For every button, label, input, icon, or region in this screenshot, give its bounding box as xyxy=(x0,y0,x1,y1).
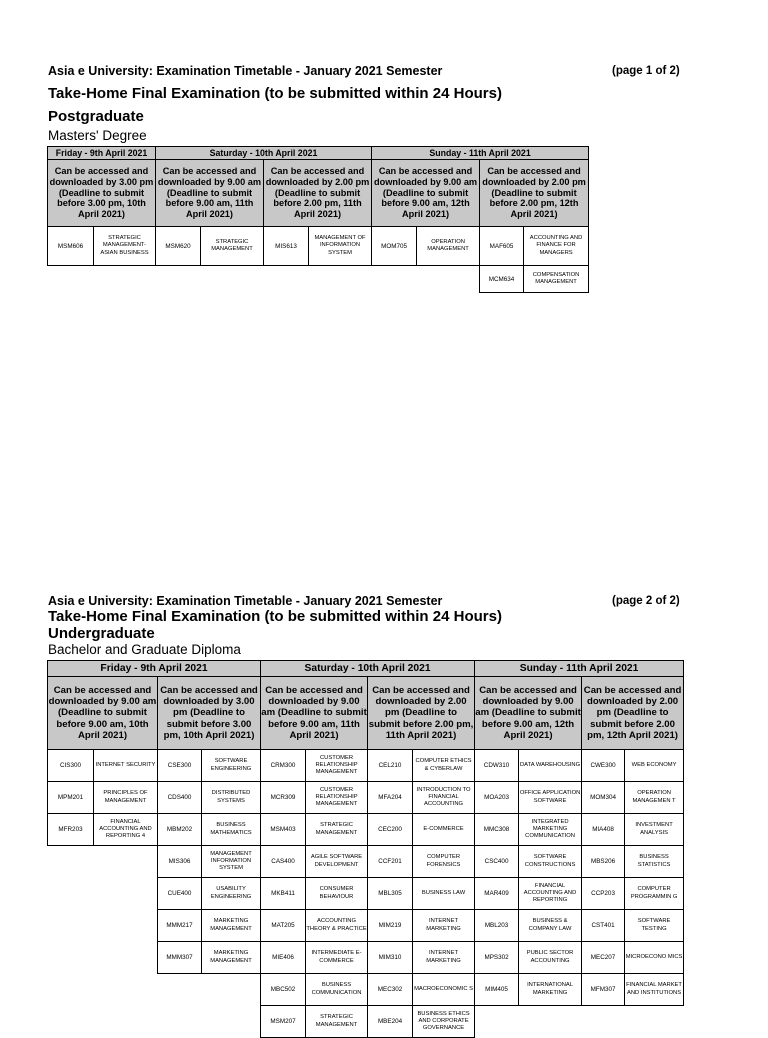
empty-cell xyxy=(48,878,158,910)
course-code: MIS613 xyxy=(264,227,309,266)
course-code: CDS400 xyxy=(158,782,202,814)
empty-cell xyxy=(582,1006,684,1038)
course-name: MICROECONO MICS xyxy=(625,942,684,974)
course-code: MEC302 xyxy=(368,974,413,1006)
course-code: CWE300 xyxy=(582,750,625,782)
table-row xyxy=(48,750,684,782)
slot-header: Can be accessed and downloaded by 3.00 pm (Deadline to submit before 3.00 pm, 10th April 2021) xyxy=(158,677,261,750)
day-header: Friday - 9th April 2021 xyxy=(48,661,261,677)
course-name: DISTRIBUTED SYSTEMS xyxy=(202,782,261,814)
course-code: MKB411 xyxy=(261,878,306,910)
empty-cell xyxy=(48,974,158,1006)
course-name: COMPENSATION MANAGEMENT xyxy=(524,266,589,293)
course-code: MEC207 xyxy=(582,942,625,974)
course-code: MIS306 xyxy=(158,846,202,878)
table-row xyxy=(48,782,684,814)
course-name: BUSINESS COMMUNICATION xyxy=(306,974,368,1006)
exam-title-p2: Take-Home Final Examination (to be submitted within 24 Hours) xyxy=(48,608,502,625)
day-header: Friday - 9th April 2021 xyxy=(48,147,156,160)
slot-header: Can be accessed and downloaded by 9.00 am (Deadline to submit before 9.00 am, 10th April 2021) xyxy=(48,677,158,750)
course-code: MFM307 xyxy=(582,974,625,1006)
day-header: Saturday - 10th April 2021 xyxy=(261,661,475,677)
course-name: MANAGEMENT OF INFORMATION SYSTEM xyxy=(309,227,372,266)
course-code: CAS400 xyxy=(261,846,306,878)
course-code: MIA408 xyxy=(582,814,625,846)
empty-cell xyxy=(48,266,156,293)
table-row xyxy=(48,846,684,878)
university-title-p2: Asia e University: Examination Timetable - January 2021 Semester xyxy=(48,594,443,608)
course-name: INTERNET MARKETING xyxy=(413,910,475,942)
course-code: MBL203 xyxy=(475,910,519,942)
course-name: INTERMEDIATE E-COMMERCE xyxy=(306,942,368,974)
course-code: MMC308 xyxy=(475,814,519,846)
empty-cell xyxy=(158,974,261,1006)
empty-cell xyxy=(372,266,480,293)
slot-header: Can be accessed and downloaded by 2.00 pm (Deadline to submit before 2.00 pm, 12th April 2021) xyxy=(480,160,589,227)
table-row xyxy=(48,878,684,910)
empty-cell xyxy=(48,910,158,942)
course-name: STRATEGIC MANAGEMENT xyxy=(201,227,264,266)
course-code: CEL210 xyxy=(368,750,413,782)
slot-header: Can be accessed and downloaded by 2.00 pm (Deadline to submit before 2.00 pm, 11th April 2021) xyxy=(368,677,475,750)
table-row xyxy=(48,974,684,1006)
table-row xyxy=(48,814,684,846)
page-label-p1: (page 1 of 2) xyxy=(612,65,680,77)
course-code: MOM304 xyxy=(582,782,625,814)
table-row xyxy=(48,942,684,974)
programme-heading-p2: Bachelor and Graduate Diploma xyxy=(48,642,241,657)
course-name: INTERNATIONAL MARKETING xyxy=(519,974,582,1006)
course-name: FINANCIAL MARKET AND INSTITUTIONS xyxy=(625,974,684,1006)
empty-cell xyxy=(48,1006,158,1038)
course-code: MOM705 xyxy=(372,227,417,266)
slot-header: Can be accessed and downloaded by 2.00 pm (Deadline to submit before 2.00 pm, 12th April 2021) xyxy=(582,677,684,750)
course-code: MAR409 xyxy=(475,878,519,910)
course-name: E-COMMERCE xyxy=(413,814,475,846)
course-code: MBL305 xyxy=(368,878,413,910)
course-name: MACROECONOMIC S xyxy=(413,974,475,1006)
course-code: CUE400 xyxy=(158,878,202,910)
course-code: MSM606 xyxy=(48,227,94,266)
course-code: MSM403 xyxy=(261,814,306,846)
university-title-p1: Asia e University: Examination Timetable - January 2021 Semester xyxy=(48,64,443,78)
course-name: STRATEGIC MANAGEMENT xyxy=(306,814,368,846)
course-name: BUSINESS & COMPANY LAW xyxy=(519,910,582,942)
course-code: MIE406 xyxy=(261,942,306,974)
day-header: Sunday - 11th April 2021 xyxy=(372,147,589,160)
course-name: USABILITY ENGINEERING xyxy=(202,878,261,910)
empty-cell xyxy=(156,266,264,293)
slot-header: Can be accessed and downloaded by 9.00 am (Deadline to submit before 9.00 am, 12th April 2021) xyxy=(372,160,480,227)
course-code: CIS300 xyxy=(48,750,94,782)
course-code: MAT205 xyxy=(261,910,306,942)
day-header: Saturday - 10th April 2021 xyxy=(156,147,372,160)
course-code: MCR309 xyxy=(261,782,306,814)
course-name: DATA WAREHOUSING xyxy=(519,750,582,782)
timetable-undergraduate xyxy=(47,660,684,1038)
empty-cell xyxy=(158,1006,261,1038)
course-code: MBM202 xyxy=(158,814,202,846)
course-name: COMPUTER FORENSICS xyxy=(413,846,475,878)
course-name: BUSINESS MATHEMATICS xyxy=(202,814,261,846)
slot-header: Can be accessed and downloaded by 3.00 pm (Deadline to submit before 3.00 pm, 10th April 2021) xyxy=(48,160,156,227)
course-name: COMPUTER ETHICS & CYBERLAW xyxy=(413,750,475,782)
course-code: CEC200 xyxy=(368,814,413,846)
table-row xyxy=(48,227,589,266)
course-code: MPS302 xyxy=(475,942,519,974)
course-name: OFFICE APPLICATION SOFTWARE xyxy=(519,782,582,814)
table-row xyxy=(48,266,589,293)
course-name: CUSTOMER RELATIONSHIP MANAGEMENT xyxy=(306,782,368,814)
course-code: CSC400 xyxy=(475,846,519,878)
timetable-postgraduate xyxy=(47,146,589,293)
empty-cell xyxy=(475,1006,582,1038)
course-code: MIM219 xyxy=(368,910,413,942)
course-name: CUSTOMER RELATIONSHIP MANAGEMENT xyxy=(306,750,368,782)
course-code: MAF605 xyxy=(480,227,524,266)
course-code: MIM310 xyxy=(368,942,413,974)
course-name: SOFTWARE TESTING xyxy=(625,910,684,942)
course-name: INTEGRATED MARKETING COMMUNICATION xyxy=(519,814,582,846)
empty-cell xyxy=(264,266,372,293)
course-name: MARKETING MANAGEMENT xyxy=(202,910,261,942)
course-name: ACCOUNTING AND FINANCE FOR MANAGERS xyxy=(524,227,589,266)
course-name: COMPUTER PROGRAMMIN G xyxy=(625,878,684,910)
course-code: CRM300 xyxy=(261,750,306,782)
course-name: BUSINESS ETHICS AND CORPORATE GOVERNANCE xyxy=(413,1006,475,1038)
empty-cell xyxy=(48,942,158,974)
course-name: BUSINESS LAW xyxy=(413,878,475,910)
empty-cell xyxy=(48,846,158,878)
slot-header: Can be accessed and downloaded by 9.00 am (Deadline to submit before 9.00 am, 11th April 2021) xyxy=(156,160,264,227)
course-name: INTRODUCTION TO FINANCIAL ACCOUNTING xyxy=(413,782,475,814)
course-code: MSM207 xyxy=(261,1006,306,1038)
course-code: CDW310 xyxy=(475,750,519,782)
course-code: MBE204 xyxy=(368,1006,413,1038)
level-heading-p2: Undergraduate xyxy=(48,625,155,642)
course-name: INTERNET MARKETING xyxy=(413,942,475,974)
table-row xyxy=(48,1006,684,1038)
course-code: MMM217 xyxy=(158,910,202,942)
course-name: BUSINESS STATISTICS xyxy=(625,846,684,878)
page-label-p2: (page 2 of 2) xyxy=(612,595,680,607)
course-name: SOFTWARE CONSTRUCTIONS xyxy=(519,846,582,878)
level-heading-p1: Postgraduate xyxy=(48,108,144,125)
course-code: MCM634 xyxy=(480,266,524,293)
course-code: MIM405 xyxy=(475,974,519,1006)
course-code: CCF201 xyxy=(368,846,413,878)
course-code: MBC502 xyxy=(261,974,306,1006)
course-name: SOFTWARE ENGINEERING xyxy=(202,750,261,782)
course-code: CSE300 xyxy=(158,750,202,782)
slot-header: Can be accessed and downloaded by 2.00 pm (Deadline to submit before 2.00 pm, 11th April 2021) xyxy=(264,160,372,227)
exam-title-p1: Take-Home Final Examination (to be submitted within 24 Hours) xyxy=(48,85,502,102)
table-row xyxy=(48,910,684,942)
slot-header: Can be accessed and downloaded by 9.00 am (Deadline to submit before 9.00 am, 12th April 2021) xyxy=(475,677,582,750)
course-code: MOA203 xyxy=(475,782,519,814)
course-name: OPERATION MANAGEMENT xyxy=(417,227,480,266)
course-name: FINANCIAL ACCOUNTING AND REPORTING xyxy=(519,878,582,910)
course-code: CCP203 xyxy=(582,878,625,910)
course-code: MMM307 xyxy=(158,942,202,974)
course-name: AGILE SOFTWARE DEVELOPMENT xyxy=(306,846,368,878)
course-code: MPM201 xyxy=(48,782,94,814)
slot-header: Can be accessed and downloaded by 9.00 am (Deadline to submit before 9.00 am, 11th April 2021) xyxy=(261,677,368,750)
course-code: CST401 xyxy=(582,910,625,942)
course-name: ACCOUNTING THEORY & PRACTICE xyxy=(306,910,368,942)
course-name: MANAGEMENT INFORMATION SYSTEM xyxy=(202,846,261,878)
course-code: MSM620 xyxy=(156,227,201,266)
course-name: INTERNET SECURITY xyxy=(94,750,158,782)
course-code: MFA204 xyxy=(368,782,413,814)
course-name: PUBLIC SECTOR ACCOUNTING xyxy=(519,942,582,974)
course-name: STRATEGIC MANAGEMENT- ASIAN BUSINESS xyxy=(94,227,156,266)
course-name: FINANCIAL ACCOUNTING AND REPORTING 4 xyxy=(94,814,158,846)
course-name: WEB ECONOMY xyxy=(625,750,684,782)
day-header: Sunday - 11th April 2021 xyxy=(475,661,684,677)
course-name: PRINCIPLES OF MANAGEMENT xyxy=(94,782,158,814)
course-name: CONSUMER BEHAVIOUR xyxy=(306,878,368,910)
course-name: INVESTMENT ANALYSIS xyxy=(625,814,684,846)
course-code: MBS206 xyxy=(582,846,625,878)
course-name: MARKETING MANAGEMENT xyxy=(202,942,261,974)
programme-heading-p1: Masters' Degree xyxy=(48,128,147,143)
course-name: OPERATION MANAGEMEN T xyxy=(625,782,684,814)
course-code: MFR203 xyxy=(48,814,94,846)
course-name: STRATEGIC MANAGEMENT xyxy=(306,1006,368,1038)
